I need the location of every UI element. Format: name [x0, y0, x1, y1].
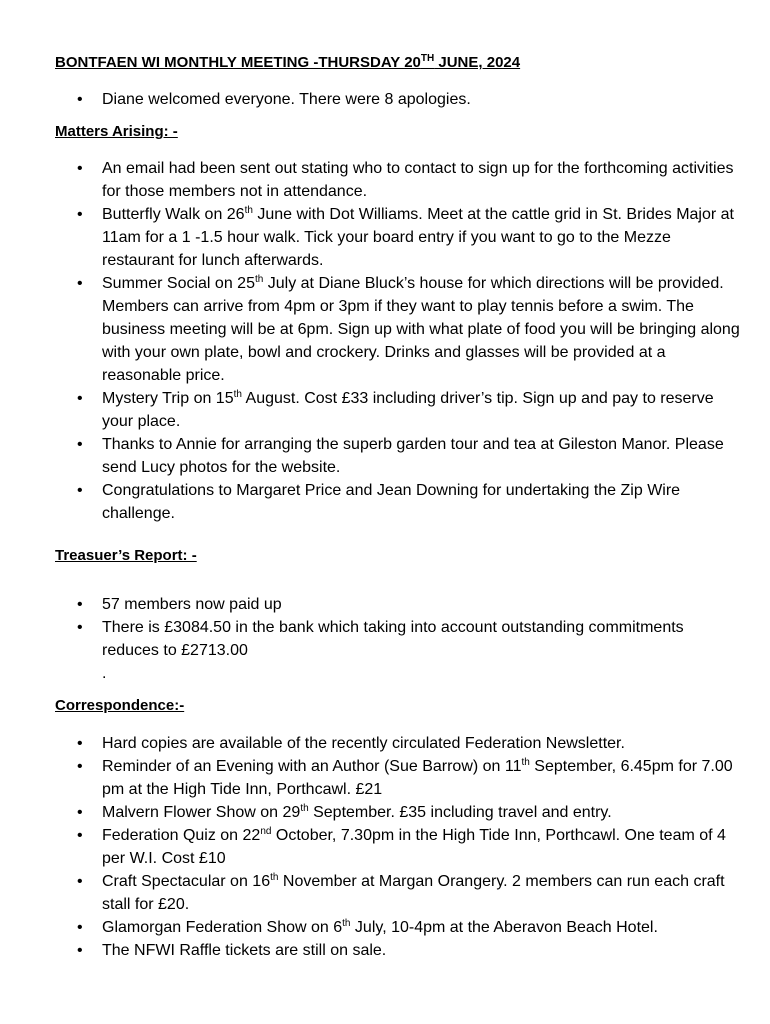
trailing-period: .	[102, 665, 107, 682]
item-text: Thanks to Annie for arranging the superb garden tour and tea at Gileston Manor. Please send Lucy photos for the website.	[102, 436, 724, 476]
treasurer-list	[0, 593, 740, 685]
item-text: Hard copies are available of the recently circulated Federation Newsletter.	[102, 735, 625, 752]
item-superscript: th	[342, 918, 351, 929]
correspondence-heading: Correspondence:-	[55, 697, 185, 714]
item-text: Glamorgan Federation Show on 6	[102, 919, 343, 936]
item-text-end: August. Cost £33 including driver’s tip. Sign up and pay to reserve your place.	[102, 390, 714, 430]
treasurer-heading: Treasuer’s Report: -	[55, 547, 197, 564]
item-superscript: th	[233, 389, 242, 400]
item-text: Mystery Trip on 15	[102, 390, 234, 407]
item-text: 57 members now paid up	[102, 596, 282, 613]
list-item	[0, 593, 740, 616]
item-text: Craft Spectacular on 16	[102, 873, 271, 890]
title-text-end: JUNE, 2024	[434, 54, 521, 71]
list-item	[0, 88, 740, 111]
list-item	[0, 203, 740, 272]
list-item	[0, 824, 740, 870]
list-item	[0, 272, 740, 387]
item-superscript: th	[270, 872, 279, 883]
item-text: Reminder of an Evening with an Author (Sue Barrow) on 11	[102, 758, 522, 775]
list-item	[0, 732, 740, 755]
list-item	[0, 939, 740, 962]
item-superscript: nd	[260, 826, 272, 837]
item-text-end: September. £35 including travel and entry.	[308, 804, 612, 821]
list-item	[0, 157, 740, 203]
item-text-end: July at Diane Bluck’s house for which directions will be provided. Members can arrive from 4pm or 3pm if they want to play tennis before a swim. The business meeting will be at 6pm. Sign up with what plate of food you will be bringing along with your own plate, bowl and crockery. Drinks and glasses will be provided at a reasonable price.	[102, 275, 740, 384]
item-superscript: th	[244, 205, 253, 216]
list-item	[0, 616, 740, 662]
item-text-end: September, 6.45pm for 7.00 pm at the High Tide Inn, Porthcawl. £21	[102, 758, 733, 798]
matters-arising-heading: Matters Arising: -	[55, 123, 178, 140]
item-superscript: th	[300, 803, 309, 814]
list-item	[0, 801, 740, 824]
item-text: There is £3084.50 in the bank which taking into account outstanding commitments reduces to £2713.00	[102, 619, 684, 659]
title-text: BONTFAEN WI MONTHLY MEETING -THURSDAY 20	[55, 54, 421, 71]
title-superscript: TH	[420, 53, 435, 64]
item-text: Malvern Flower Show on 29	[102, 804, 301, 821]
list-item	[0, 870, 740, 916]
list-item	[0, 387, 740, 433]
item-text: An email had been sent out stating who to contact to sign up for the forthcoming activities for those members not in attendance.	[102, 160, 734, 200]
list-item	[0, 479, 740, 525]
item-text: Congratulations to Margaret Price and Jean Downing for undertaking the Zip Wire challenge.	[102, 482, 681, 522]
correspondence-list	[0, 732, 740, 962]
document-title	[55, 54, 520, 72]
list-item	[0, 916, 740, 939]
item-text: Federation Quiz on 22	[102, 827, 261, 844]
list-item	[0, 755, 740, 801]
item-text-end: July, 10-4pm at the Aberavon Beach Hotel.	[350, 919, 658, 936]
item-text-end: October, 7.30pm in the High Tide Inn, Porthcawl. One team of 4 per W.I. Cost £10	[102, 827, 726, 867]
item-text: Diane welcomed everyone. There were 8 apologies.	[102, 91, 471, 108]
item-text: The NFWI Raffle tickets are still on sale.	[102, 942, 387, 959]
item-text-end: November at Margan Orangery. 2 members can run each craft stall for £20.	[102, 873, 725, 913]
item-text-end: June with Dot Williams. Meet at the cattle grid in St. Brides Major at 11am for a 1 -1.5 hour walk. Tick your board entry if you want to go to the Mezze restaurant for lunch afterwards.	[102, 206, 734, 269]
list-item	[0, 433, 740, 479]
intro-list	[0, 88, 740, 111]
matters-arising-list	[0, 157, 740, 525]
item-superscript: th	[521, 757, 530, 768]
item-text: Butterfly Walk on 26	[102, 206, 245, 223]
item-superscript: th	[254, 274, 264, 285]
item-text: Summer Social on 25	[102, 275, 255, 292]
